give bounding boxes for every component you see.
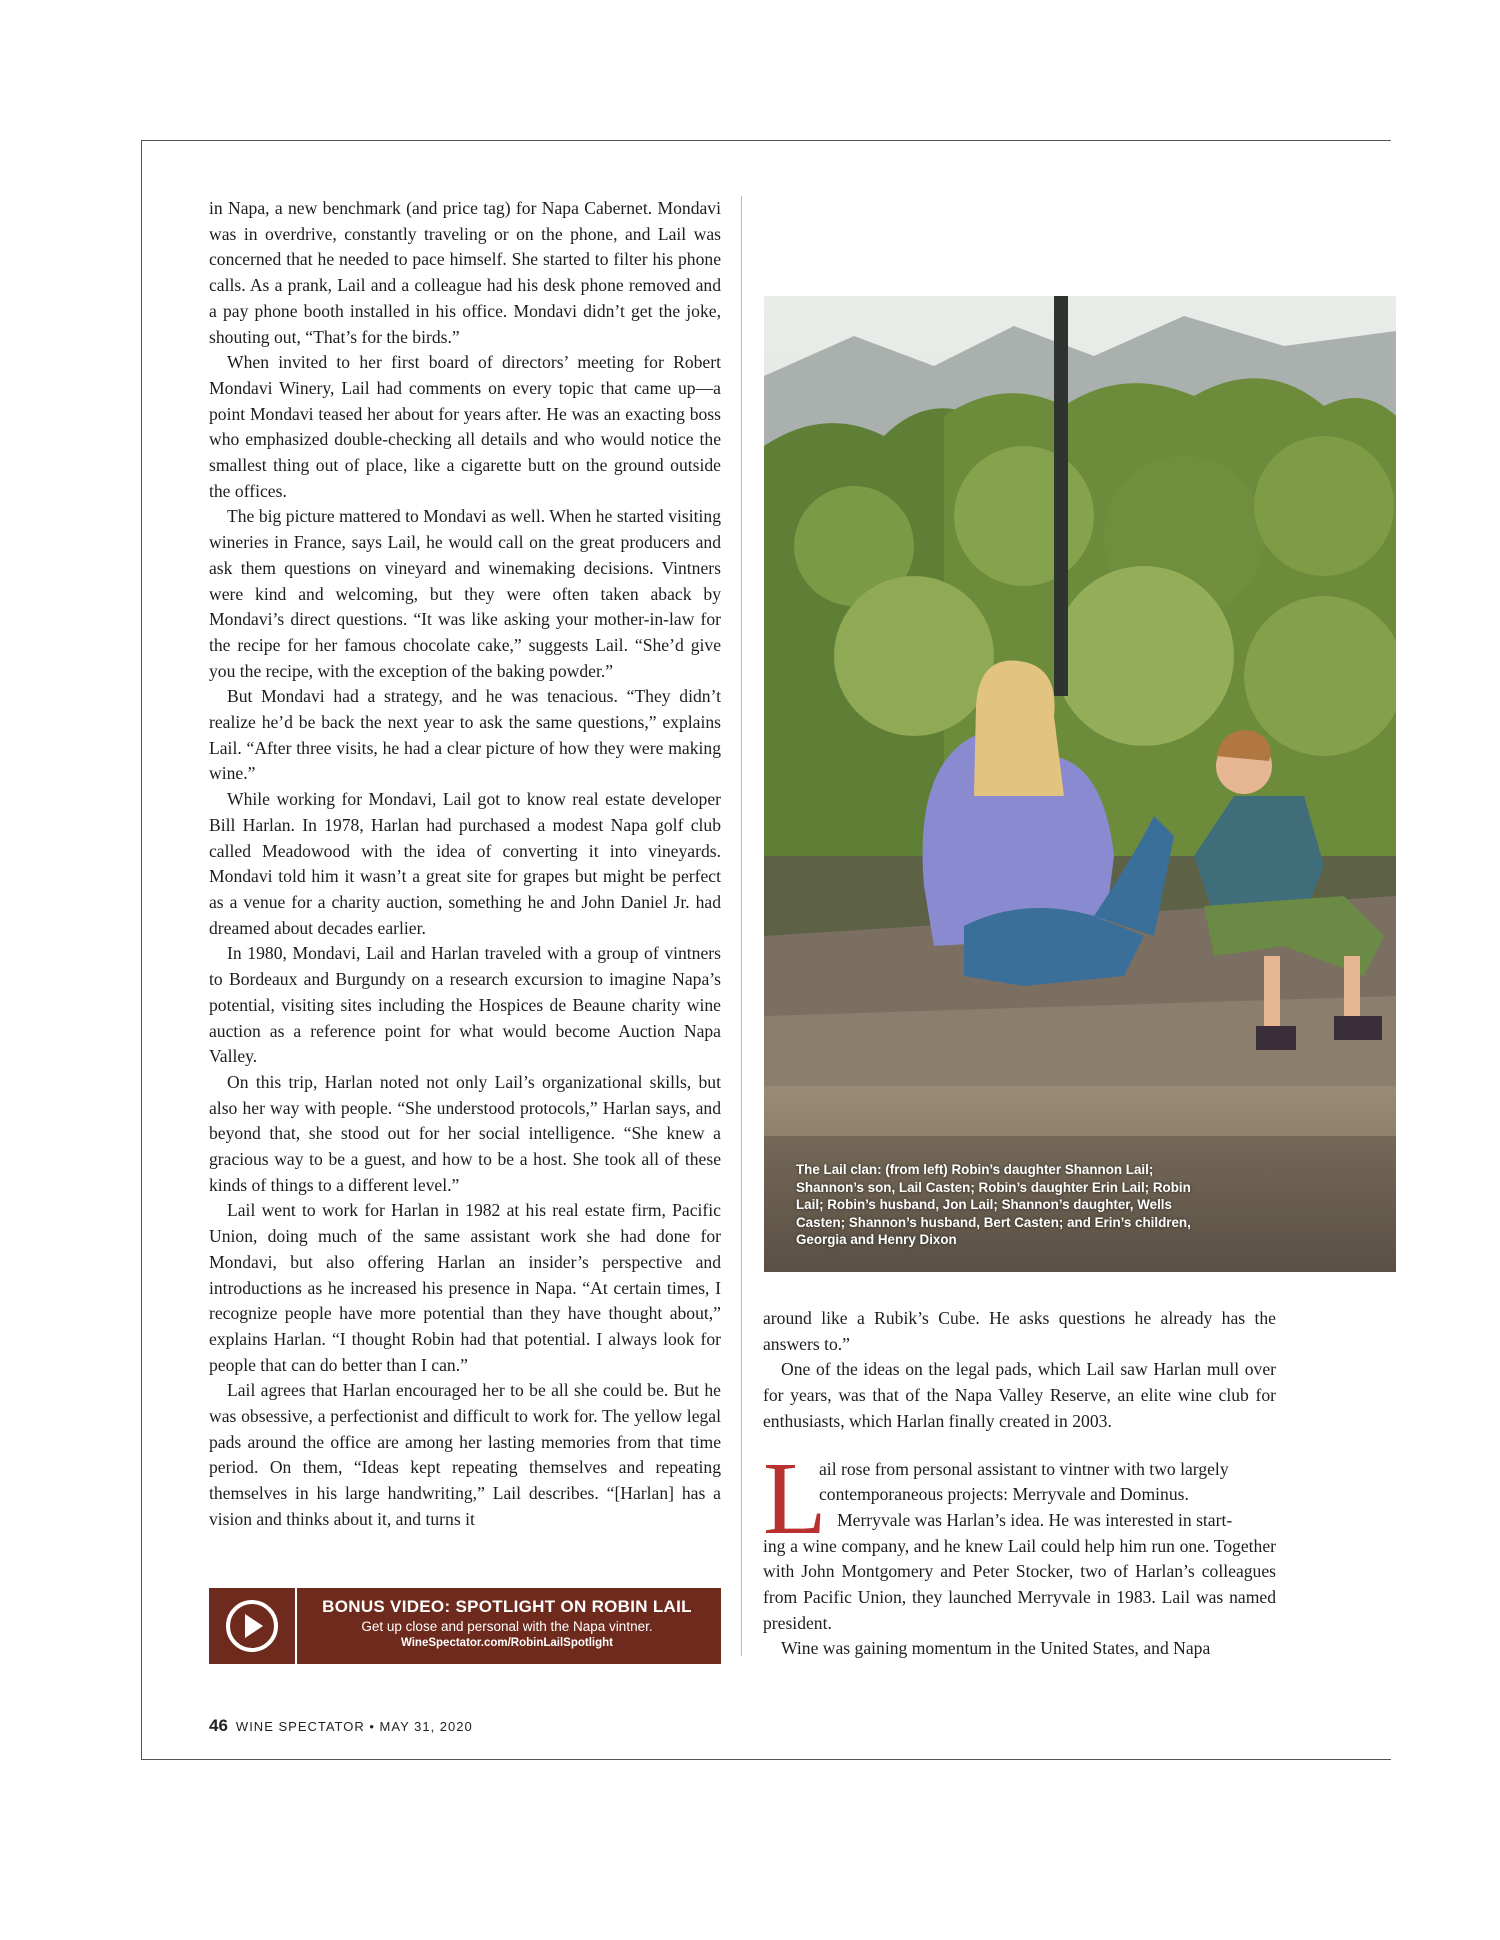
paragraph: When invited to her first board of directors’ meeting for Robert Mondavi Winery, Lail had comments on every topic that came up—a point Mondavi teased her about for years after. He was an exacting boss who emphasized double-checking all details and who would notice the smallest thing out of place, like a cigarette butt on the ground outside the offices. (209, 352, 721, 501)
photo-caption: The Lail clan: (from left) Robin’s daughter Shannon Lail; Shannon’s son, Lail Casten; Robin’s daughter Erin Lail; Robin Lail; Robin’s husband, Jon Lail; Shannon’s daughter, Wells Casten; Shannon’s husband, Bert Casten; and Erin’s children, Georgia and Henry Dixon (796, 1162, 1191, 1247)
video-promo-link[interactable]: WineSpectator.com/RobinLailSpotlight (400, 1637, 613, 1649)
paragraph: One of the ideas on the legal pads, which Lail saw Harlan mull over for years, was that of the Napa Valley Reserve, an elite wine club for enthusiasts, which Harlan finally created in 2003. (763, 1359, 1276, 1431)
paragraph: ing a wine company, and he knew Lail could help him run one. Together with John Montgomery and Peter Stocker, two of Harlan’s colleagues from Pacific Union, they launched Merryvale in 1983. Lail was named president. (763, 1535, 1276, 1633)
paragraph: The big picture mattered to Mondavi as well. When he started visiting wineries in France, says Lail, he would call on the great producers and ask them questions on vineyard and winemaking decisions. Vintners were kind and welcoming, but they were often taken aback by Mondavi’s direct questions. “It was like asking your mother-in-law for the recipe for her famous chocolate cake,” suggests Lail. “She’d give you the recipe, with the exception of the baking powder.” (209, 506, 721, 681)
drop-cap: L (763, 1440, 827, 1556)
paragraph: But Mondavi had a strategy, and he was tenacious. “They didn’t realize he’d be back the next year to ask the same questions,” explains Lail. “After three visits, he had a clear picture of how they were making wine.” (209, 686, 721, 784)
bonus-video-promo[interactable] (209, 1588, 721, 1664)
page-number: 46 (209, 1716, 228, 1735)
page-frame-top (141, 140, 1391, 141)
article-left-column (209, 196, 721, 1533)
paragraph: in Napa, a new benchmark (and price tag) for Napa Cabernet. Mondavi was in overdrive, constantly traveling or on the phone, and Lail was concerned that he needed to pace himself. She started to filter his phone calls. As a prank, Lail and a colleague had his desk phone removed and a pay phone booth installed in his office. Mondavi didn’t get the joke, shouting out, “That’s for the birds.” (209, 198, 721, 347)
play-button[interactable] (209, 1588, 297, 1664)
page-frame-bottom (141, 1759, 1391, 1760)
dropcap-line: ail rose from personal assistant to vintner with two largely (819, 1458, 1229, 1479)
video-promo-title: BONUS VIDEO: SPOTLIGHT ON ROBIN LAIL (322, 1597, 692, 1616)
paragraph: Lail went to work for Harlan in 1982 at his real estate firm, Pacific Union, doing much of the same assistant work she had done for Mondavi, but also offering Harlan an insider’s perspective and introductions as he increased his presence in Napa. “At certain times, I recognize people have more potential than they have thought about,” explains Harlan. “I thought Robin had that potential. I always look for people that can do better than I can.” (209, 1200, 721, 1375)
paragraph: In 1980, Mondavi, Lail and Harlan traveled with a group of vintners to Bordeaux and Burgundy on a research excursion to imagine Napa’s potential, visiting sites including the Hospices de Beaune charity wine auction as a reference point for what would become Auction Napa Valley. (209, 943, 721, 1067)
paragraph: around like a Rubik’s Cube. He asks questions he already has the answers to.” (763, 1308, 1276, 1354)
page-footer (209, 1716, 473, 1736)
dropcap-line: contemporaneous projects: Merryvale and Dominus. (819, 1484, 1189, 1505)
family-photo (764, 296, 1396, 1272)
paragraph: Lail agrees that Harlan encouraged her to be all she could be. But he was obsessive, a perfectionist and difficult to work for. The yellow legal pads around the office are among her lasting memories from that time period. On them, “Ideas kept repeating themselves and repeating themselves in his large handwriting,” Lail describes. “[Harlan] has a vision and thinks about it, and turns it (209, 1380, 721, 1529)
section-opening (763, 1440, 1276, 1556)
paragraph: On this trip, Harlan noted not only Lail’s organizational skills, but also her way with people. “She understood protocols,” Harlan says, and beyond that, she stood out for her social intelligence. “She knew a gracious way to be a guest, and how to be a host. She took all of these kinds of things to a different level.” (209, 1071, 721, 1195)
page-frame-left (141, 140, 142, 1760)
video-promo-subtitle: Get up close and personal with the Napa vintner. (361, 1619, 653, 1634)
dropcap-line: Merryvale was Harlan’s idea. He was interested in start- (837, 1509, 1233, 1530)
column-divider (741, 196, 742, 1656)
video-promo-text (301, 1596, 713, 1651)
family-photo-illustration (764, 296, 1396, 1272)
paragraph: While working for Mondavi, Lail got to know real estate developer Bill Harlan. In 1978, Harlan had purchased a modest Napa golf club called Meadowood with the idea of converting it into vineyards. Mondavi told him it wasn’t a great site for grapes but might be perfect as a venue for a charity auction, something he and John Daniel Jr. had dreamed about decades earlier. (209, 789, 721, 938)
play-icon (223, 1598, 281, 1654)
article-right-column (763, 1306, 1276, 1662)
paragraph: Wine was gaining momentum in the United States, and Napa (781, 1638, 1211, 1659)
publication-dateline: WINE SPECTATOR • MAY 31, 2020 (235, 1719, 473, 1734)
